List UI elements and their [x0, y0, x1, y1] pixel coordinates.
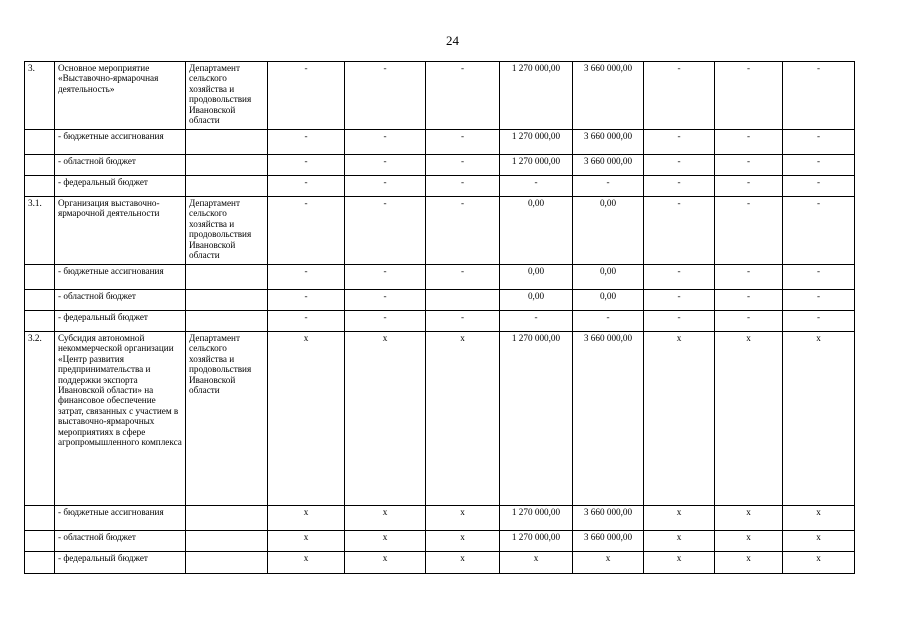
value-cell: - — [783, 311, 855, 332]
value-cell: х — [500, 552, 573, 574]
value-cell: х — [268, 506, 345, 531]
value-cell: 3 660 000,00 — [573, 531, 644, 552]
table-row — [25, 197, 855, 265]
value-cell: 3 660 000,00 — [573, 130, 644, 155]
budget-table — [24, 61, 855, 574]
executor — [186, 290, 268, 311]
measure-name: - федеральный бюджет — [55, 552, 186, 574]
value-cell: х — [345, 332, 426, 506]
value-cell: - — [573, 311, 644, 332]
value-cell: - — [644, 290, 715, 311]
row-number — [25, 506, 55, 531]
value-cell: - — [783, 176, 855, 197]
executor — [186, 155, 268, 176]
value-cell: - — [715, 290, 783, 311]
value-cell: - — [426, 197, 500, 265]
value-cell: - — [783, 290, 855, 311]
executor — [186, 552, 268, 574]
value-cell: - — [426, 62, 500, 130]
row-number: 3.2. — [25, 332, 55, 506]
value-cell: 0,00 — [573, 265, 644, 290]
value-cell: 0,00 — [500, 290, 573, 311]
value-cell: - — [268, 311, 345, 332]
value-cell: - — [345, 176, 426, 197]
value-cell: - — [268, 155, 345, 176]
executor — [186, 176, 268, 197]
table-row — [25, 155, 855, 176]
value-cell: х — [426, 531, 500, 552]
row-number — [25, 290, 55, 311]
value-cell: х — [426, 332, 500, 506]
value-cell: - — [268, 62, 345, 130]
table-row — [25, 176, 855, 197]
value-cell: - — [644, 155, 715, 176]
value-cell: - — [426, 130, 500, 155]
value-cell: - — [715, 130, 783, 155]
executor — [186, 311, 268, 332]
value-cell: - — [345, 311, 426, 332]
value-cell: - — [268, 130, 345, 155]
value-cell: 1 270 000,00 — [500, 155, 573, 176]
value-cell: 3 660 000,00 — [573, 155, 644, 176]
value-cell: 1 270 000,00 — [500, 130, 573, 155]
value-cell: - — [345, 290, 426, 311]
value-cell: - — [268, 290, 345, 311]
table-row — [25, 290, 855, 311]
value-cell: - — [715, 197, 783, 265]
measure-name: - областной бюджет — [55, 290, 186, 311]
value-cell: х — [783, 506, 855, 531]
value-cell — [426, 290, 500, 311]
measure-name: - федеральный бюджет — [55, 176, 186, 197]
value-cell: - — [644, 197, 715, 265]
measure-name: Основное мероприятие «Выставочно-ярмарочная деятельность» — [55, 62, 186, 130]
value-cell: - — [783, 197, 855, 265]
page-number: 24 — [446, 33, 459, 48]
value-cell: 0,00 — [573, 290, 644, 311]
row-number — [25, 176, 55, 197]
value-cell: - — [715, 155, 783, 176]
value-cell: - — [345, 265, 426, 290]
value-cell: - — [783, 62, 855, 130]
executor — [186, 130, 268, 155]
row-number — [25, 130, 55, 155]
value-cell: х — [268, 332, 345, 506]
table-row — [25, 62, 855, 130]
measure-name: Субсидия автономной некоммерческой организации «Центр развития предпринимательства и поддержки экспорта Ивановской области» на финансовое обеспечение затрат, связанных с участием в выставочно-ярмарочных мероприятиях в сфере агропромышленного комплекса — [55, 332, 186, 506]
measure-name: - федеральный бюджет — [55, 311, 186, 332]
value-cell: х — [345, 531, 426, 552]
value-cell: - — [783, 130, 855, 155]
value-cell: - — [783, 265, 855, 290]
row-number — [25, 311, 55, 332]
value-cell: - — [345, 62, 426, 130]
row-number — [25, 155, 55, 176]
value-cell: - — [783, 155, 855, 176]
row-number: 3.1. — [25, 197, 55, 265]
value-cell: - — [268, 197, 345, 265]
value-cell: - — [715, 311, 783, 332]
value-cell: х — [268, 531, 345, 552]
value-cell: - — [426, 311, 500, 332]
value-cell: - — [644, 265, 715, 290]
value-cell: - — [500, 176, 573, 197]
executor — [186, 265, 268, 290]
value-cell: - — [644, 176, 715, 197]
value-cell: - — [345, 155, 426, 176]
value-cell: х — [715, 531, 783, 552]
value-cell: х — [426, 506, 500, 531]
value-cell: х — [345, 552, 426, 574]
measure-name: - бюджетные ассигнования — [55, 506, 186, 531]
value-cell: х — [644, 531, 715, 552]
table-row — [25, 531, 855, 552]
value-cell: х — [783, 531, 855, 552]
value-cell: 3 660 000,00 — [573, 332, 644, 506]
row-number: 3. — [25, 62, 55, 130]
executor: Департамент сельского хозяйства и продовольствия Ивановской области — [186, 332, 268, 506]
measure-name: - бюджетные ассигнования — [55, 130, 186, 155]
value-cell: - — [426, 155, 500, 176]
executor — [186, 531, 268, 552]
value-cell: - — [644, 62, 715, 130]
table-row — [25, 265, 855, 290]
value-cell: х — [715, 332, 783, 506]
row-number — [25, 552, 55, 574]
table-row — [25, 506, 855, 531]
value-cell: - — [426, 176, 500, 197]
value-cell: 3 660 000,00 — [573, 506, 644, 531]
value-cell: - — [715, 176, 783, 197]
value-cell: 0,00 — [500, 265, 573, 290]
value-cell: х — [426, 552, 500, 574]
value-cell: х — [644, 332, 715, 506]
value-cell: 0,00 — [500, 197, 573, 265]
measure-name: Организация выставочно-ярмарочной деятельности — [55, 197, 186, 265]
value-cell: х — [268, 552, 345, 574]
value-cell: - — [644, 311, 715, 332]
table-row — [25, 552, 855, 574]
value-cell: - — [268, 176, 345, 197]
value-cell: - — [715, 265, 783, 290]
value-cell: х — [573, 552, 644, 574]
value-cell: - — [500, 311, 573, 332]
row-number — [25, 265, 55, 290]
value-cell: - — [268, 265, 345, 290]
value-cell: х — [644, 552, 715, 574]
value-cell: 1 270 000,00 — [500, 506, 573, 531]
value-cell: 3 660 000,00 — [573, 62, 644, 130]
value-cell: х — [644, 506, 715, 531]
value-cell: х — [783, 332, 855, 506]
value-cell: - — [345, 197, 426, 265]
table-row — [25, 130, 855, 155]
measure-name: - областной бюджет — [55, 155, 186, 176]
value-cell: х — [715, 506, 783, 531]
executor — [186, 506, 268, 531]
measure-name: - бюджетные ассигнования — [55, 265, 186, 290]
row-number — [25, 531, 55, 552]
value-cell: - — [426, 265, 500, 290]
value-cell: - — [715, 62, 783, 130]
value-cell: х — [783, 552, 855, 574]
value-cell: 1 270 000,00 — [500, 531, 573, 552]
table-row — [25, 332, 855, 506]
value-cell: 1 270 000,00 — [500, 62, 573, 130]
executor: Департамент сельского хозяйства и продовольствия Ивановской области — [186, 197, 268, 265]
executor: Департамент сельского хозяйства и продовольствия Ивановской области — [186, 62, 268, 130]
value-cell: 0,00 — [573, 197, 644, 265]
value-cell: - — [345, 130, 426, 155]
value-cell: - — [573, 176, 644, 197]
value-cell: х — [715, 552, 783, 574]
measure-name: - областной бюджет — [55, 531, 186, 552]
value-cell: - — [644, 130, 715, 155]
value-cell: 1 270 000,00 — [500, 332, 573, 506]
value-cell: х — [345, 506, 426, 531]
table-row — [25, 311, 855, 332]
